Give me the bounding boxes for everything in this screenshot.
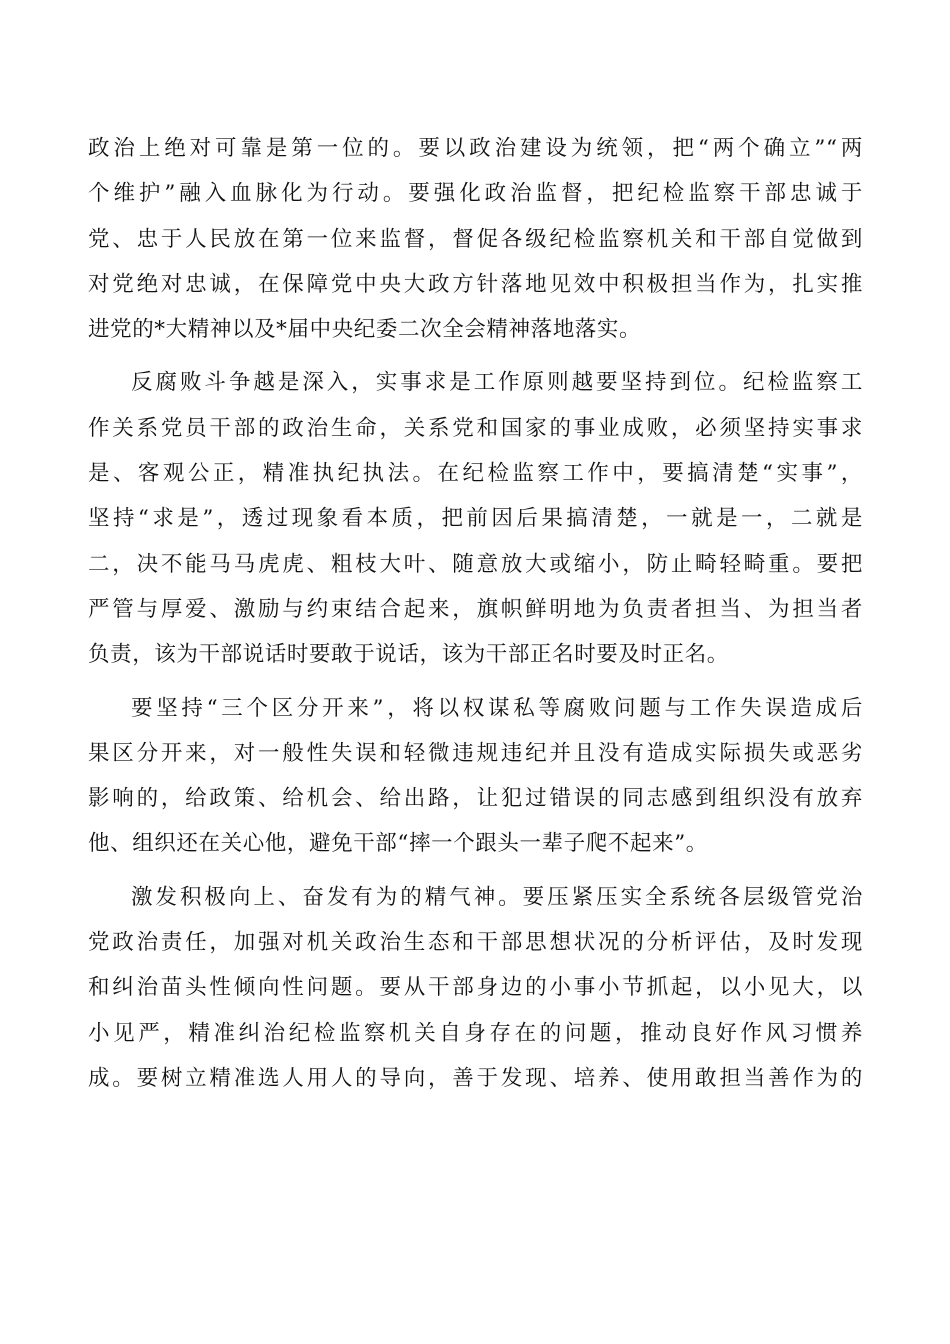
text-line: 党、忠于人民放在第一位来监督，督促各级纪检监察机关和干部自觉做到	[88, 226, 863, 252]
text-line: 作关系党员干部的政治生命，关系党和国家的事业成败，必须坚持实事求	[88, 415, 863, 441]
text-line: 他、组织还在关心他，避免干部“摔一个跟头一辈子爬不起来”。	[88, 831, 708, 857]
text-line: 政治上绝对可靠是第一位的。要以政治建设为统领，把“两个确立”“两	[88, 136, 863, 161]
text-line: 党政治责任，加强对机关政治生态和干部思想状况的分析评估，及时发现	[88, 930, 863, 956]
text-line: 成。要树立精准选人用人的导向，善于发现、培养、使用敢担当善作为的	[88, 1065, 863, 1091]
text-line: 和纠治苗头性倾向性问题。要从干部身边的小事小节抓起，以小见大，以	[88, 975, 863, 1001]
paragraph-spirit	[88, 875, 863, 1101]
text-line: 激发积极向上、奋发有为的精气神。要压紧压实全系统各层级管党治	[131, 884, 863, 910]
paragraph-three-distinctions	[88, 686, 863, 867]
text-line: 坚持“求是”，透过现象看本质，把前因后果搞清楚，一就是一，二就是	[88, 506, 863, 532]
text-line: 进党的*大精神以及*届中央纪委二次全会精神落地落实。	[88, 317, 642, 343]
text-line: 对党绝对忠诚，在保障党中央大政方针落地见效中积极担当作为，扎实推	[88, 271, 863, 297]
text-line: 影响的，给政策、给机会、给出路，让犯过错误的同志感到组织没有放弃	[88, 786, 863, 812]
paragraph-political-reliability	[88, 126, 863, 352]
text-line: 负责，该为干部说话时要敢于说话，该为干部正名时要及时正名。	[88, 642, 729, 668]
text-line: 是、客观公正，精准执纪执法。在纪检监察工作中，要搞清楚“实事”，	[88, 461, 863, 487]
text-line: 要坚持“三个区分开来”，将以权谋私等腐败问题与工作失误造成后	[131, 695, 863, 721]
paragraph-seek-truth	[88, 360, 863, 677]
text-line: 果区分开来，对一般性失误和轻微违规违纪并且没有造成实际损失或恶劣	[88, 740, 863, 766]
document-body	[88, 126, 863, 1109]
text-line: 个维护”融入血脉化为行动。要强化政治监督，把纪检监察干部忠诚于	[88, 181, 863, 207]
text-line: 反腐败斗争越是深入，实事求是工作原则越要坚持到位。纪检监察工	[131, 370, 863, 396]
text-line: 严管与厚爱、激励与约束结合起来，旗帜鲜明地为负责者担当、为担当者	[88, 596, 863, 622]
text-line: 小见严，精准纠治纪检监察机关自身存在的问题，推动良好作风习惯养	[88, 1020, 863, 1046]
text-line: 二，决不能马马虎虎、粗枝大叶、随意放大或缩小，防止畸轻畸重。要把	[88, 551, 863, 577]
